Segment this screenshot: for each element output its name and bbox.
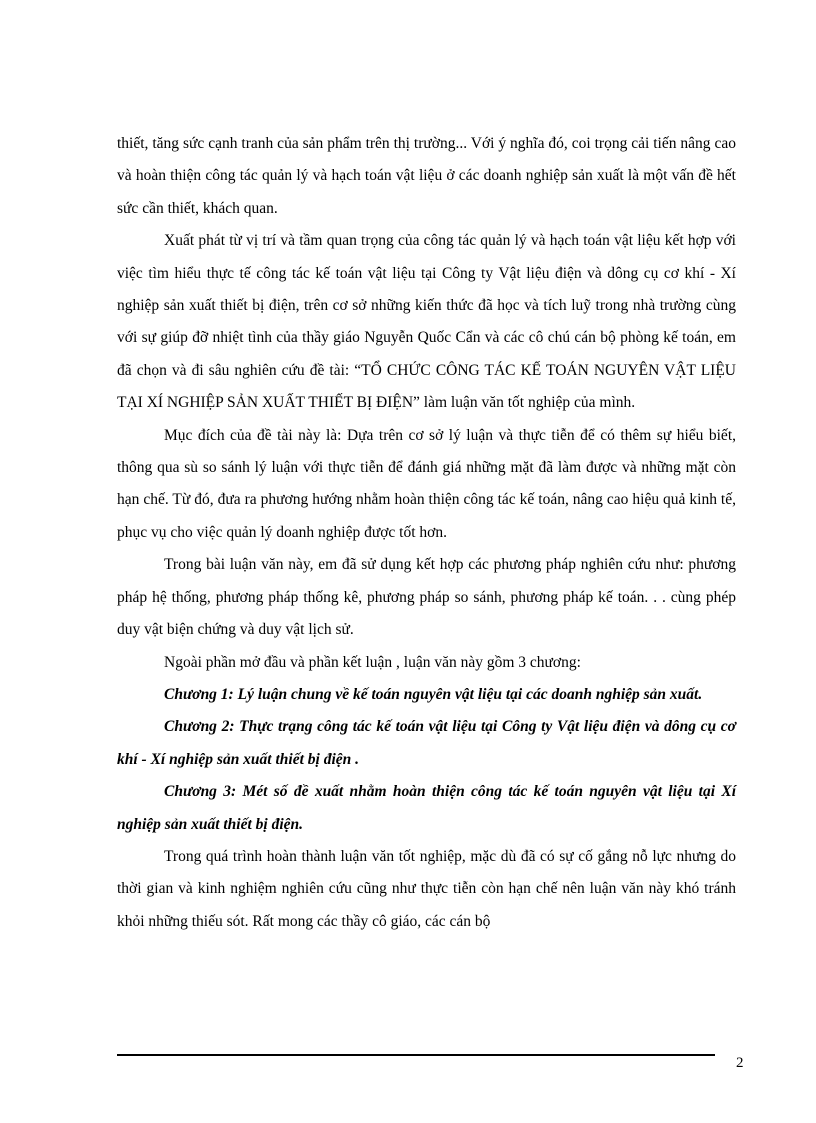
paragraph-origin: Xuất phát từ vị trí và tầm quan trọng của công tác quản lý và hạch toán vật liệu kết hợp với việc tìm hiểu thực tế công tác kế toán vật liệu tại Công ty Vật liệu điện và dông cụ cơ khí - Xí nghiệp sản xuất thiết bị điện, trên cơ sở những kiến thức đã học và tích luỹ trong nhà trường cùng với sự giúp đỡ nhiệt tình của thầy giáo Nguyễn Quốc Cẩn và các cô chú cán bộ phòng kế toán, em đã chọn và đi sâu nghiên cứu đề tài: “TỔ CHỨC CÔNG TÁC KẾ TOÁN NGUYÊN VẬT LIỆU TẠI XÍ NGHIỆP SẢN XUẤT THIẾT BỊ ĐIỆN” làm luận văn tốt nghiệp của mình.: [117, 232, 736, 412]
page-number: 2: [736, 1055, 744, 1071]
chapter-3-title: Chương 3: Mét số đề xuất nhằm hoàn thiện công tác kế toán nguyên vật liệu tại Xí nghiệp sản xuất thiết bị điện.: [117, 783, 736, 833]
paragraph-methods: Trong bài luận văn này, em đã sử dụng kết hợp các phương pháp nghiên cứu như: phương pháp hệ thống, phương pháp thống kê, phương pháp so sánh, phương pháp kế toán. . . cùng phép duy vật biện chứng và duy vật lịch sử.: [117, 556, 736, 639]
paragraph-purpose: Mục đích của đề tài này là: Dựa trên cơ sở lý luận và thực tiễn để có thêm sự hiểu biết, thông qua sù so sánh lý luận với thực tiễn để đánh giá những mặt đã làm được và những mặt còn hạn chế. Từ đó, đưa ra phương hướng nhằm hoàn thiện công tác kế toán, nâng cao hiệu quả kinh tế, phục vụ cho việc quản lý doanh nghiệp được tốt hơn.: [117, 426, 736, 541]
paragraph-continuation: thiết, tăng sức cạnh tranh của sản phẩm trên thị trường... Với ý nghĩa đó, coi trọng cải tiến nâng cao và hoàn thiện công tác quản lý và hạch toán vật liệu ở các doanh nghiệp sản xuất là một vấn đề hết sức cần thiết, khách quan.: [117, 135, 736, 217]
paragraph-structure: Ngoài phần mở đầu và phần kết luận , luận văn này gồm 3 chương:: [164, 653, 581, 671]
footer-divider: [117, 1054, 715, 1056]
chapter-2-title: Chương 2: Thực trạng công tác kế toán vật liệu tại Công ty Vật liệu điện và dông cụ cơ khí - Xí nghiệp sản xuất thiết bị điện .: [117, 718, 736, 768]
paragraph-closing: Trong quá trình hoàn thành luận văn tốt nghiệp, mặc dù đã có sự cố gắng nỗ lực nhưng do thời gian và kinh nghiệm nghiên cứu cũng như thực tiễn còn hạn chế nên luận văn này khó tránh khỏi những thiếu sót. Rất mong các thầy cô giáo, các cán bộ: [117, 847, 736, 930]
chapter-1-title: Chương 1: Lý luận chung về kế toán nguyên vật liệu tại các doanh nghiệp sản xuất.: [164, 685, 703, 703]
body-text: [117, 128, 736, 938]
